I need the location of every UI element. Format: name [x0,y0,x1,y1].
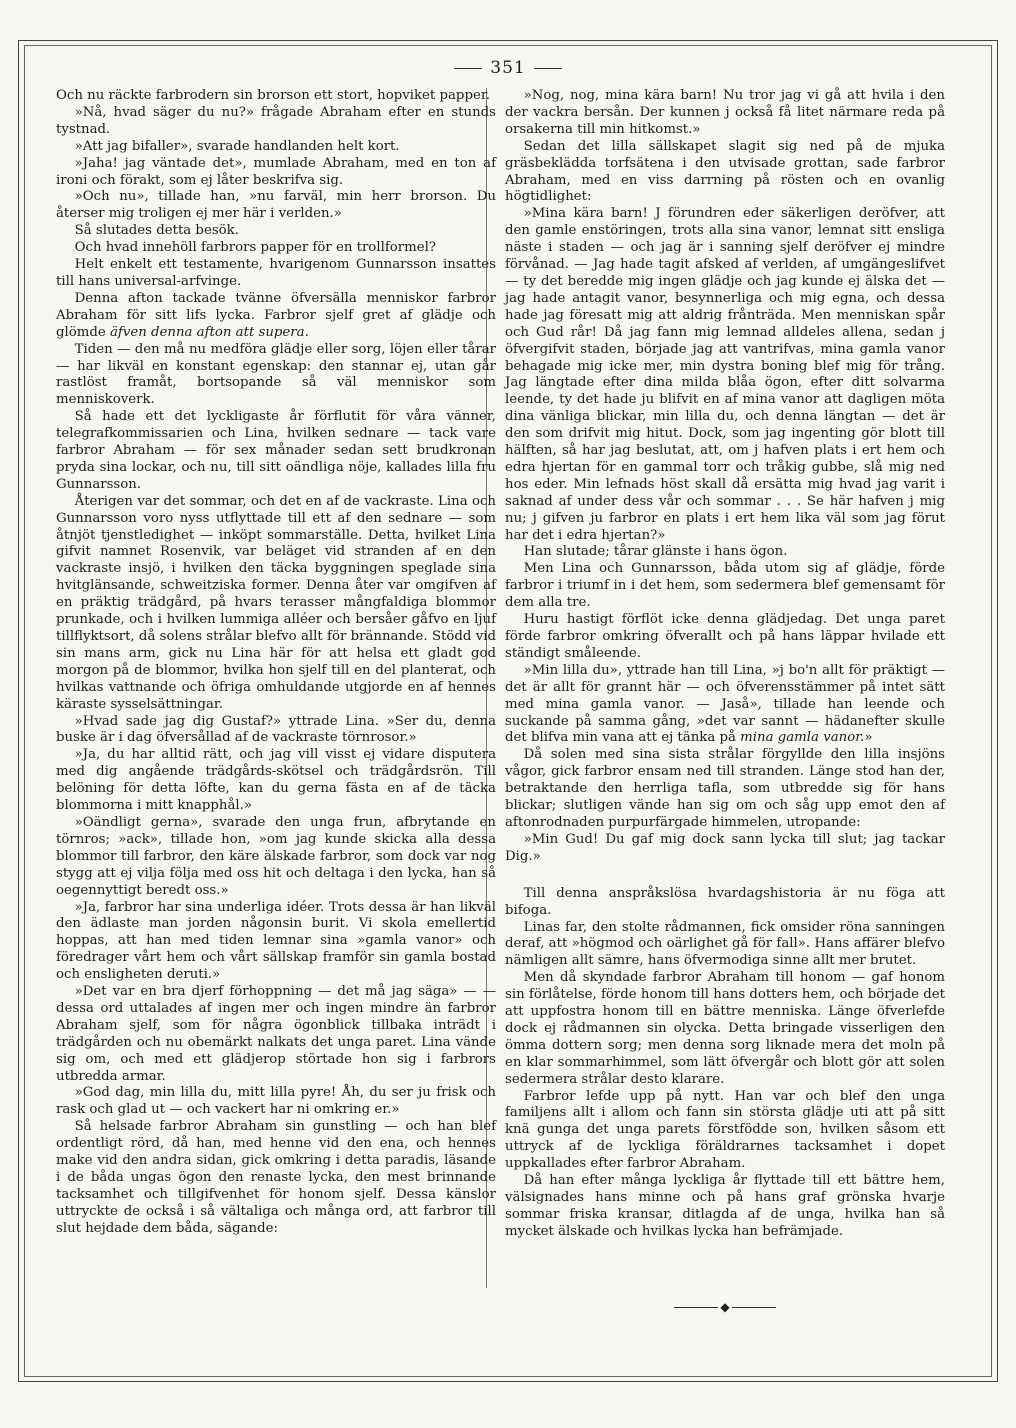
paragraph: Han slutade; tårar glänste i hans ögon. [523,544,788,560]
right-column [505,88,945,1241]
paragraph: Och hvad innehöll farbrors papper för en trollformel? [74,240,436,256]
paragraph: Återigen var det sommar, och det en af de vackraste. Lina och Gunnarsson voro nyss utflyttade till ett af den sednare — som åtnjöt tjenstledighet — inköpt sommarställe. Detta, hvilket Lina gifvit namnet Rosenvik, var beläget vid stranden af en den vackraste insjö, i hvilken den täcka byggningen speglade sina hvitglänsande, schweitziska former. Denna åter var omgifven af en präktig trädgård, på hvars terasser mångfaldiga blommor prunkade, och i hvilken lummiga alléer och bersåer gåfvo en ljuf tillflyktsort, då solens strålar blefvo allt för brännande. Stödd vid sin mans arm, gick nu Lina här för att helsa ett gladt god morgon på de blommor, hvilka hon sjelf till en del planterat, och hvilkas vattnande och öfriga omhuldande utgjorde en af hennes käraste sysselsättningar. [56,493,496,712]
ornament-rule-right [732,1307,776,1308]
paragraph: Sedan det lilla sällskapet slagit sig ned på de mjuka gräsbeklädda torfsätena i den utvisade grottan, sade farbror Abraham, med en viss darrning på rösten och en ovanlig högtidlighet: [505,138,945,205]
paragraph: »Oändligt gerna», svarade den unga frun, afbrytande en törnros; »ack», tillade hon, »om jag kunde skicka alla dessa blommor till farbror, den käre älskade farbror, som dock var nog stygg att ej vilja följa med oss hit och deltaga i den lycka, han så oegennyttigt beredt oss.» [56,814,496,898]
ornament-rule-left [674,1307,718,1308]
paragraph: »Mina kära barn! J förundren eder säkerligen deröfver, att den gamle enstöringen, trots alla sina vanor, lemnat sitt ensliga näste i staden — och jag är i sanning sjelf deröfver ej mindre förvånad. — Jag hade tagit afsked af verlden, af umgängeslifvet — ty det beredde mig ingen glädje och jag kunde ej älska det — jag hade antagit vanor, besynnerliga och mig egna, och dessa hade jag föresatt mig att aldrig frånträda. Men menniskan spår och Gud rår! Då jag fann mig lemnad alldeles allena, sedan j öfvergifvit staden, började jag att vantrifvas, mina gamla vanor behagade mig icke mer, min dystra boning blef mig för trång. Jag längtade efter dina milda blåa ögon, efter ditt solvarma leende, ty det hade ju blifvit en af mina vanor att dagligen möta dina vänliga blickar, min lilla du, och denna längtan — det är den som drifvit mig hitut. Dock, som jag ingenting gör blott till hälften, så har jag beslutat, att, om j hafven plats i ert hem och edra hjertan för en gammal torr och tråkig gubbe, slå mig ned hos eder. Min lefnads höst skall då ersätta mig hvad jag varit i saknad af under dess vår och sommar . . . Se här hafven j mig nu; j gifven ju farbror en plats i ert hem lika väl som jag förut har det i edra hjertan?» [505,206,945,543]
paragraph: »Nog, nog, mina kära barn! Nu tror jag vi gå att hvila i den der vackra bersån. Der kunnen j också få litet närmare reda på orsakerna till min hitkomst.» [505,88,945,137]
paragraph: »Och nu», tillade han, »nu farväl, min herr brorson. Du återser mig troligen ej mer här i verlden.» [56,189,496,222]
paragraph: Farbror lefde upp på nytt. Han var och blef den unga familjens allt i allom och fann sin största glädje uti att på sitt knä gunga det unga parets förstfödde son, hvilken såsom ett uttryck af de lyckliga föräldrarnes tacksamhet i dopet uppkallades efter farbror Abraham. [505,1088,945,1172]
paragraph-text: »Min lilla du», yttrade han till Lina, »j bo'n allt för präktigt — det är allt för grannt här — och öfverensstämmer på intet sätt med mina gamla vanor. — Jaså», tillade han leende och suckande på samma gång, »det var sannt — hädanefter skulle det blifva min vana att ej tänka på [505,662,945,746]
paragraph [505,663,945,748]
paragraph: Då han efter många lyckliga år flyttade till ett bättre hem, välsignades hans minne och på hans graf grönska hvarje sommar friska kransar, ditlagda af de unga, hvilka han så mycket älskade och hvilkas lycka han befrämjade. [505,1173,945,1239]
paragraph: »Hvad sade jag dig Gustaf?» yttrade Lina. »Ser du, denna buske är i dag öfversållad af de vackraste törnrosor.» [56,713,496,746]
ornament-mark: ◆ [720,1300,730,1314]
page-number-text: 351 [490,58,526,78]
paragraph: »Ja, farbror har sina underliga idéer. Trots dessa är han likväl den ädlaste man jorden någonsin burit. Vi skola emellertid hoppas, att han med tiden lemnar sina »gamla vanor» och föredrager vårt hem och vårt sällskap framför sin gamla bostad och ensligheten deruti.» [56,899,496,983]
paragraph: »Ja, du har alltid rätt, och jag vill visst ej vidare disputera med dig angående trädgårds-skötsel och trädgårdsrön. Till belöning för detta löfte, kan du gerna fästa en af de täcka blommorna i mitt knapphål.» [56,747,496,814]
paragraph: »God dag, min lilla du, mitt lilla pyre! Åh, du ser ju frisk och rask och glad ut — och vackert har ni omkring er.» [56,1085,496,1118]
paragraph: Så helsade farbror Abraham sin gunstling — och han blef ordentligt rörd, då han, med henne vid den ena, och hennes make vid den andra sidan, gick omkring i detta paradis, läsande i de båda ungas ögon den renaste lycka, den mest brinnande tacksamhet och tillgifvenhet för honom sjelf. Dessa känslor uttryckte de också i så vältaliga och många ord, att farbror till slut hejdade dem båda, sägande: [56,1119,496,1236]
paragraph: »Att jag bifaller», svarade handlanden helt kort. [74,138,400,154]
paragraph: Och nu räckte farbrodern sin brorson ett stort, hopviket papper. [56,88,490,103]
paragraph: »Det var en bra djerf förhoppning — det må jag säga» — — dessa ord uttalades af ingen mer och ingen mindre än farbror Abraham sjelf, som för några ögonblick tillbaka inträdt i trädgården och nu obemärkt nalkats det unga paret. Lina vände sig om, och med ett glädjerop störtade hon sig i farbrors utbredda armar. [56,984,496,1084]
paragraph: Huru hastigt förflöt icke denna glädjedag. Det unga paret förde farbror omkring öfverallt och på hans läppar hvilade ett ständigt småleende. [505,612,945,661]
paragraph: Så slutades detta besök. [74,223,239,239]
paragraph: Men då skyndade farbror Abraham till honom — gaf honom sin förlåtelse, förde honom till hans dotters hem, och började det att uppfostra honom till en bättre menniska. Länge öfverlefde dock ej rådmannen sin olycka. Detta bringade visserligen den ömma dottern sorg; men denna sorg liknade mera det moln på en klar sommarhimmel, som lätt öfvergår och blott gör att solen sedermera strålar desto klarare. [505,970,945,1087]
paragraph: Helt enkelt ett testamente, hvarigenom Gunnarsson insattes till hans universal-arfvinge. [56,257,496,289]
paragraph: Men Lina och Gunnarsson, båda utom sig af glädje, förde farbror i triumf in i det hem, som sedermera blef gemensamt för dem alla tre. [505,561,945,611]
paragraph: Till denna anspråkslösa hvardagshistoria är nu föga att bifoga. [505,885,945,918]
paragraph: »Nå, hvad säger du nu?» frågade Abraham efter en stunds tystnad. [56,104,496,137]
left-column [56,88,496,1238]
paragraph-text: Denna afton tackade tvänne öfversälla menniskor farbror Abraham för sitt lifs lycka. Farbror sjelf gret af glädje och glömde [56,290,496,340]
paragraph: Då solen med sina sista strålar förgyllde den lilla insjöns vågor, gick farbror ensam ned till stranden. Länge stod han der, betraktande den herrliga tafla, som utbredde sig för hans blickar; slutligen vände han sig om och såg upp emot den af aftonrodnaden purpurfärgade himmelen, utropande: [505,747,945,830]
paragraph: Så hade ett det lyckligaste år förflutit för våra vänner, telegrafkommissarien och Lina, hvilken sednare — tack vare farbror Abraham — för sex månader sedan sett brudkronan pryda sina lockar, och nu, till sitt oändliga nöje, kallades lilla fru Gunnarsson. [56,409,496,492]
paragraph: »Min Gud! Du gaf mig dock sann lycka till slut; jag tackar Dig.» [505,831,945,864]
page-number-dash-left [454,68,482,69]
page-number-dash-right [534,68,562,69]
end-ornament [505,1302,945,1312]
closing-quote: » [864,730,873,746]
paragraph: »Jaha! jag väntade det», mumlade Abraham, med en ton af ironi och förakt, som ej låter beskrifva sig. [56,155,496,188]
italic-phrase: äfven denna afton att supera. [110,324,309,340]
italic-phrase: mina gamla vanor. [740,730,865,746]
paragraph [56,291,496,342]
paragraph: Linas far, den stolte rådmannen, fick omsider röna sanningen deraf, att »högmod och oärlighet gå för fall». Hans affärer blefvo nämligen allt sämre, hans öfvermodiga sinne allt mer brutet. [505,919,945,969]
paragraph: Tiden — den må nu medföra glädje eller sorg, löjen eller tårar — har likväl en konstant egenskap: den stannar ej, utan går rastlöst framåt, bortsopande så väl menniskor som menniskoverk. [56,341,496,408]
page-number [0,58,1016,78]
